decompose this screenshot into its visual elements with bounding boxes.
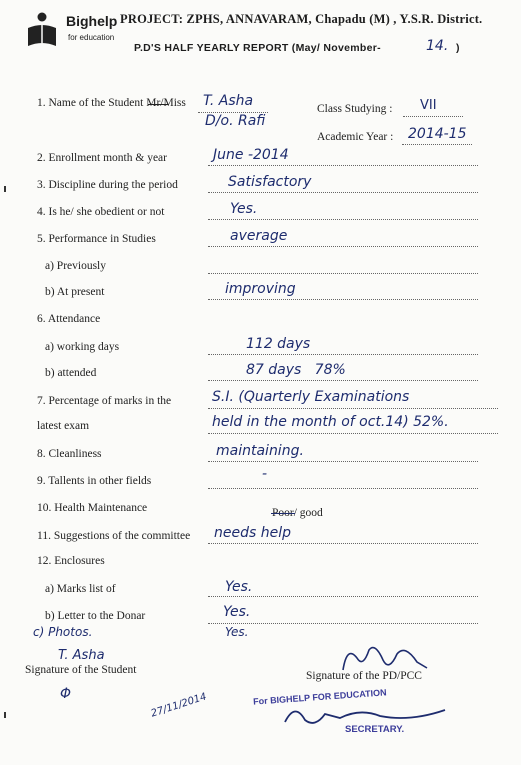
performance-line xyxy=(208,246,478,247)
suggestions-value: needs help xyxy=(214,525,291,541)
previously-label: a) Previously xyxy=(45,260,107,272)
date-note: 27/11/2014 xyxy=(149,691,208,720)
marks-list-value: Yes. xyxy=(225,579,253,595)
discipline-value: Satisfactory xyxy=(228,174,312,190)
attendance-label: 6. Attendance xyxy=(37,313,101,325)
enclosures-label: 12. Enclosures xyxy=(37,555,105,567)
discipline-label: 3. Discipline during the period xyxy=(37,179,178,191)
student-name-value: T. Asha xyxy=(203,93,254,109)
letter-donar-value: Yes. xyxy=(223,604,251,620)
margin-mark-1 xyxy=(4,186,6,192)
working-days-value: 112 days xyxy=(246,336,311,352)
student-signature: T. Asha xyxy=(58,648,105,663)
attended-value: 87 days 78% xyxy=(246,362,346,378)
report-title: P.D'S HALF YEARLY REPORT (May/ November- xyxy=(134,42,381,54)
logo-icon xyxy=(22,8,62,48)
at-present-value: improving xyxy=(225,281,296,297)
stamp-line-2: SECRETARY. xyxy=(345,724,405,735)
performance-label: 5. Performance in Studies xyxy=(37,233,156,245)
performance-value: average xyxy=(230,228,288,244)
mr-strike xyxy=(148,104,168,105)
project-line: PROJECT: ZPHS, ANNAVARAM, Chapadu (M) , Y.S.R. District. xyxy=(120,12,483,26)
marks-percentage-label: 7. Percentage of marks in the xyxy=(37,395,172,407)
report-year: 14. xyxy=(426,38,449,54)
obedient-label: 4. Is he/ she obedient or not xyxy=(37,206,165,218)
report-close: ) xyxy=(456,42,460,54)
latest-exam-label: latest exam xyxy=(37,420,90,432)
enrollment-value: June -2014 xyxy=(213,147,289,163)
suggestions-line xyxy=(208,543,478,544)
marks-list-line xyxy=(208,596,478,597)
name-line xyxy=(198,112,268,113)
working-days-label: a) working days xyxy=(45,341,120,353)
talents-value: - xyxy=(262,466,268,482)
student-signature-label: Signature of the Student xyxy=(25,664,137,676)
enrollment-line xyxy=(208,165,478,166)
class-line xyxy=(403,116,463,117)
suggestions-label: 11. Suggestions of the committee xyxy=(37,530,191,542)
logo-name: Bighelp xyxy=(66,13,118,29)
health-label: 10. Health Maintenance xyxy=(37,502,148,514)
pd-signature-label: Signature of the PD/PCC xyxy=(306,670,422,682)
academic-year-line xyxy=(402,144,472,145)
logo xyxy=(22,8,62,48)
photos-label: c) Photos. xyxy=(33,625,93,639)
student-name-label: 1. Name of the Student Mr/Miss xyxy=(37,97,186,109)
discipline-line xyxy=(208,192,478,193)
academic-year-label: Academic Year : xyxy=(317,131,394,143)
cleanliness-label: 8. Cleanliness xyxy=(37,448,102,460)
working-days-line xyxy=(208,354,478,355)
obedient-value: Yes. xyxy=(230,201,258,217)
thumb-mark: Φ xyxy=(60,686,72,702)
photos-value: Yes. xyxy=(225,625,249,639)
attended-label: b) attended xyxy=(45,367,97,379)
latest-exam-value: held in the month of oct.14) 52%. xyxy=(212,414,449,430)
class-value: VII xyxy=(420,98,437,113)
organization-stamp xyxy=(245,680,455,750)
obedient-line xyxy=(208,219,478,220)
marks-line-2 xyxy=(208,433,498,434)
marks-percentage-value: S.I. (Quarterly Examinations xyxy=(212,389,410,405)
talents-line xyxy=(208,488,478,489)
letter-donar-label: b) Letter to the Donar xyxy=(45,610,146,622)
at-present-line xyxy=(208,299,478,300)
student-parent-value: D/o. Rafi xyxy=(205,113,266,129)
enrollment-label: 2. Enrollment month & year xyxy=(37,152,167,164)
poor-strike xyxy=(271,513,295,514)
stamp-line-1: For BIGHELP FOR EDUCATION xyxy=(252,687,387,707)
at-present-label: b) At present xyxy=(45,286,105,298)
margin-mark-2 xyxy=(4,712,6,718)
attended-line xyxy=(208,380,478,381)
health-value: Poor/ good xyxy=(272,507,323,519)
letter-donar-line xyxy=(208,623,478,624)
cleanliness-line xyxy=(208,461,478,462)
previously-line xyxy=(208,273,478,274)
cleanliness-value: maintaining. xyxy=(216,443,304,459)
academic-year-value: 2014-15 xyxy=(408,126,467,142)
marks-list-label: a) Marks list of xyxy=(45,583,116,595)
marks-line-1 xyxy=(208,408,498,409)
logo-subtitle: for education xyxy=(68,33,115,42)
talents-label: 9. Tallents in other fields xyxy=(37,475,152,487)
class-label: Class Studying : xyxy=(317,103,393,115)
